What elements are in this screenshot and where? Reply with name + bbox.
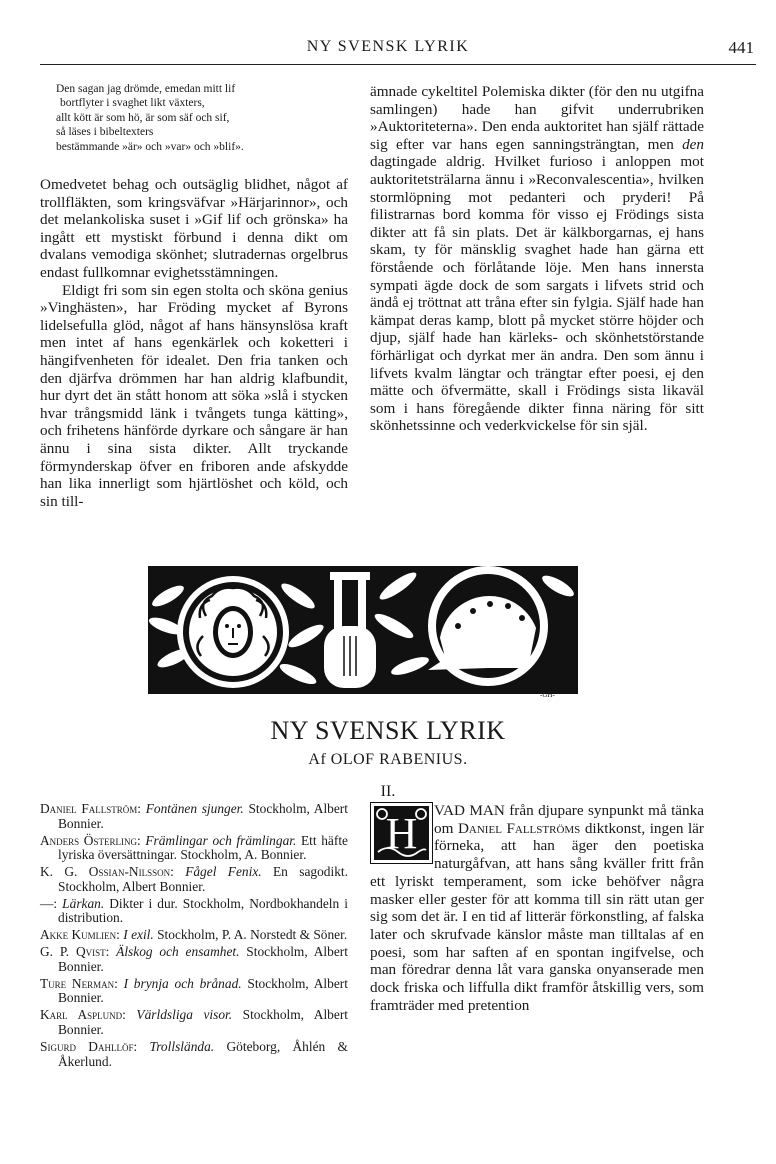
article-title: NY SVENSK LYRIK bbox=[270, 716, 506, 745]
header-rule bbox=[40, 64, 756, 65]
poem-line: så läses i bibeltexters bbox=[56, 126, 154, 139]
poem-line: bortflyter i svaghet likt växters, bbox=[60, 97, 205, 110]
page-number: 441 bbox=[728, 38, 754, 57]
author-name: Daniel Fallströms bbox=[457, 819, 581, 837]
text-run: ämnade cykeltitel Polemiska dikter (för den nu utgifna samlingen) hade han gifvit underrubriken »Auktoriteterna». Den enda auktoritet han själf rättade sig efter var hans egen sanningsträngtan, men bbox=[370, 83, 704, 153]
opening-words: VAD MAN bbox=[434, 802, 505, 819]
bibliography-entry: Karl Asplund: Världsliga visor. Stockholm, Albert Bonnier. bbox=[40, 1007, 349, 1038]
paragraph bbox=[370, 83, 704, 435]
article-byline: Af OLOF RABENIUS. bbox=[308, 751, 468, 768]
dropcap-letter: H bbox=[385, 809, 418, 858]
bibliography-entry: Anders Österling: Främlingar och främlingar. Ett häfte lyriska översättningar. Stockholm, A. Bonnier. bbox=[40, 832, 348, 863]
bibliography-entry: —: Lärkan. Dikter i dur. Stockholm, Nordbokhandeln i distribution. bbox=[40, 895, 348, 926]
text-run: från djupare synpunkt må tänka om bbox=[434, 802, 704, 837]
poem-excerpt bbox=[56, 82, 346, 154]
bibliography-entry: Ture Nerman: I brynja och brånad. Stockholm, Albert Bonnier. bbox=[40, 975, 348, 1006]
bibliography-entry: Akke Kumlien: I exil. Stockholm, P. A. Norstedt & Söner. bbox=[40, 927, 348, 943]
dropcap-space bbox=[370, 802, 434, 870]
illustrator-signature: -GH- bbox=[540, 691, 555, 699]
poem-line: Den sagan jag drömde, emedan mitt lif bbox=[56, 83, 236, 95]
left-column bbox=[40, 176, 348, 510]
poem-line: bestämmande »är» och »var» och »blif». bbox=[56, 140, 244, 153]
paragraph: Omedvetet behag och outsäglig blidhet, något af trollfläkten, som kringsväfvar »Härjarinnor», och det melankoliska suset i »Gif lif och grönska» ha ingått ett mystiskt förbund i denna dikt om dvalans vemodiga skönhet; slutradernas orgelbrus endast fullkomnar evighetsstämningen. bbox=[40, 176, 348, 281]
text-run: diktkonst, ingen lär förneka, att han äger den poetiska naturgåfvan, att hans sång kväller fritt från ett lyriskt temperament, som icke behöfver några masker eller gester för att komma till sin rätt utan ger sig som det är. I en tid af litterär förkonstling, af falska later och skrufvade känslor måste man tilltalas af en poesi, som har saften af en spontan ingifvelse, och man föredrar denna låt vara ganska onyanserade men dock friska och liffulla dikt framför åtskillig vers, som framträder med pretention bbox=[370, 819, 704, 1014]
bibliography-entry: Sigurd Dahllöf: Trollslända. Göteborg, Åhlén & Åkerlund. bbox=[40, 1039, 348, 1069]
paragraph: Eldigt fri som sin egen stolta och sköna genius »Vinghästen», har Fröding mycket af Byrons lidelsefulla glöd, något af hans hänsynslösa kraft men intet af hans egenkärlek och koketteri i hängifvenheten för idealet. Den fria tanken och den djärfva drömmen har han aldrig klafbundit, hur dyrt det än stått honom att söka »slå i stycken hvar trångsmidd länk i tvångets tunga kätting», och frihetens hänförde dyrkare och sångare är han ännu i sina sista dikter. Allt tryckande förmynderskap öfver en friboren ande afskydde han lika innerligt som hjärtlöshet och köld, och sin till- bbox=[40, 281, 348, 510]
bibliography-entry: K. G. Ossian-Nilsson: Fågel Fenix. En sagodikt. Stockholm, Albert Bonnier. bbox=[40, 864, 348, 894]
poem-line: allt kött är som hö, är som säf och sif, bbox=[56, 111, 230, 124]
bibliography-entry: G. P. Qvist: Älskog och ensamhet. Stockholm, Albert Bonnier. bbox=[40, 944, 348, 974]
ornament-banner bbox=[148, 566, 578, 694]
section-numeral: II. bbox=[380, 783, 396, 800]
article-body bbox=[370, 802, 704, 1014]
text-run: dagtingade aldrig. Hvilket furioso i anloppen mot auktoritetsträlarna ännu i »Reconvalescentia», hvilken stormlöpning mot pedanteri och pryderi! På filistrarnas bord komma för visso ej Frödings sista dikter att få sin plats. Det är kälkborgarnas, ej hans skam, ty för mänsklig svaghet hade han gärna ett förstående och förlåtande löje. Men hans innersta sympati ägde dock de som sargats i lifvets strid och ändå ej tröttnat att tråna efter sin fylgia. Själf hade han kämpat deras kamp, blott på mycket större höjder och djup, själf hade han kärleks- och skönhetstörstande förhärligat och dyrkat mer än andra. Den som ännu i lifvets kvalm längtar och trängtar efter poesi, ej den mätte och öfvermätte, skall i Frödings sista likaväl som i hans föregående dikter finna näring för sitt skönhetssinne och vederkvickelse för sin själ. bbox=[370, 153, 704, 435]
right-column bbox=[370, 83, 704, 435]
running-title: NY SVENSK LYRIK bbox=[306, 38, 470, 55]
bibliography-entry: Daniel Fallström: Fontänen sjunger. Stockholm, Albert Bonnier. bbox=[40, 801, 348, 831]
emphasis: den bbox=[682, 135, 704, 153]
bibliography-list bbox=[40, 802, 348, 1072]
